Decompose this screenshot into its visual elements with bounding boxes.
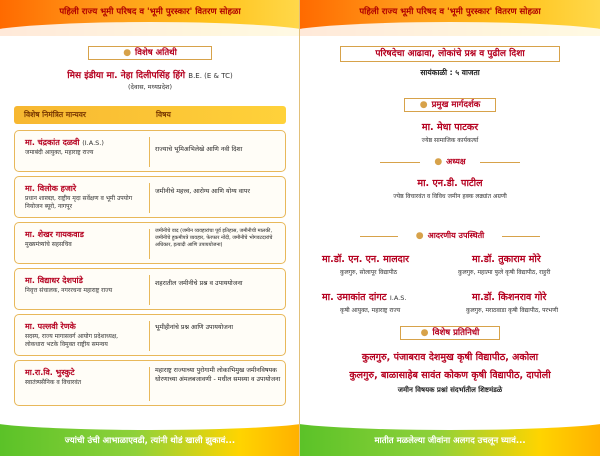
honorary-desc: कुलगुरु, सोलापूर विद्यापीठ: [340, 269, 398, 276]
honorary-heading: [300, 230, 600, 241]
guest-row: [14, 314, 286, 356]
guest-name: [25, 137, 104, 148]
right-header-title: पहिली राज्य भूमी परिषद व 'भूमी पुरस्कार' वितरण सोहळा: [359, 7, 541, 17]
row-divider: [149, 229, 150, 259]
row-divider: [149, 275, 150, 305]
right-footer-quote: मातीत मळलेल्या जीवांना अलगद उचलून घ्यावं...: [374, 436, 526, 446]
left-footer-swoosh: [0, 408, 300, 430]
honorary-name: मा.डॉ. किशनराव गोरे: [472, 292, 547, 303]
chair-desc: ज्येष्ठ विचारवंत व विविध जमीन हक्क लढ्यांत अग्रणी: [393, 193, 507, 200]
honorary-name: [322, 290, 406, 303]
guest-desc: प्रधान शास्त्रज्ञ, राष्ट्रीय मृदा सर्वेक्षण व भूमी उपयोग नियोजन ब्यूरो, नागपूर: [25, 195, 133, 210]
left-footer-bar: [0, 422, 300, 456]
guest-topic: राज्याचे भूमिअभिलेखे आणि नवी दिशा: [155, 146, 243, 153]
chair-name: मा. एन.डी. पाटील: [417, 178, 483, 189]
chief-guest-name: [0, 68, 300, 81]
guest-desc: निवृत्त संचालक, नगररचना महाराष्ट्र राज्य: [25, 287, 113, 294]
honorary-name-text: मा. उमाकांत दांगट: [322, 292, 387, 303]
guide-desc: ज्येष्ठ सामाजिक कार्यकर्त्या: [421, 137, 479, 144]
guest-name-text: मा.रा.वि. भुस्कुटे: [25, 368, 75, 377]
table-col-guests: विशेष निमंत्रित मान्यवर: [24, 110, 86, 119]
honorary-heading-text: आदरणीय उपस्थिती: [427, 231, 485, 240]
guest-name: [25, 275, 83, 286]
honorary-desc: कुलगुरु, मराठवाडा कृषी विद्यापीठ, परभणी: [466, 307, 559, 314]
left-header-title: पहिली राज्य भूमी परिषद व 'भूमी पुरस्कार' वितरण सोहळा: [59, 7, 241, 17]
honorary-name: मा.डॉ. एन. एन. मालदार: [322, 254, 410, 265]
honorary-desc: कुलगुरु, महात्मा फुले कृषी विद्यापीठ, राहुरी: [458, 269, 551, 276]
session-title-box: [340, 46, 560, 62]
special-rep-footnote: जमीन विषयक प्रश्नां संदर्भातील शिष्टमंडळे: [397, 386, 503, 394]
guide-name: मा. मेधा पाटकर: [421, 122, 479, 133]
right-header-swoosh: [300, 22, 600, 48]
row-divider: [149, 367, 150, 401]
session-title: परिषदेचा आढावा, लोकांचे प्रश्न व पुढील दिशा: [375, 49, 525, 59]
guest-row: [14, 130, 286, 172]
guest-row: [14, 360, 286, 406]
guest-qual: (I.A.S.): [82, 139, 104, 147]
left-footer-quote: ज्यांची उंची आभाळाएवढी, त्यांनी थोडं खाली झुकावं...: [64, 436, 236, 446]
special-rep-line: कुलगुरु, बाळासाहेब सावंत कोकण कृषी विद्यापीठ, दापोली: [349, 370, 551, 381]
special-rep-line: कुलगुरु, पंजाबराव देशमुख कृषी विद्यापीठ, अकोला: [361, 352, 539, 363]
guest-desc: सदस्य, राज्य मागासवर्ग आयोग प्रदेशाध्यक्ष, लोकधारा भटके विमुक्त राष्ट्रीय समन्वय: [25, 333, 119, 348]
honorary-qual: I.A.S.: [389, 294, 407, 302]
special-heading-box: [400, 326, 500, 340]
guest-topic: महाराष्ट्र राज्याच्या पुरोगामी लोकाभिमुख जमीनविषयक धोरणाच्या अंमलबजावणी - मधील समस्या व उपायोजना: [155, 367, 281, 383]
guest-name-text: मा. चंद्रकांत दळवी: [25, 138, 80, 147]
guest-row: [14, 268, 286, 310]
row-divider: [149, 321, 150, 351]
row-divider: [149, 137, 150, 167]
guest-name-text: मा. पल्लवी रेणके: [25, 322, 76, 331]
bullet-icon: ●: [123, 48, 132, 58]
guest-topic: जमीनीचे महत्त्व, आरोग्य आणि योग्य वापर: [155, 188, 250, 195]
right-header-bar: [300, 0, 600, 36]
chair-heading: [300, 156, 600, 167]
bullet-icon: ●: [419, 100, 428, 110]
guest-row: [14, 176, 286, 218]
session-time: सायंकाळी : ५ वाजता: [420, 68, 480, 77]
guest-name-text: मा. विद्याधर देशपांडे: [25, 276, 83, 285]
guest-desc: जमाबंदी आयुक्त, महाराष्ट्र राज्य: [25, 149, 94, 156]
special-heading: विशेष प्रतिनिधी: [432, 328, 480, 338]
guest-name: [25, 367, 75, 378]
guest-name-text: मा. शेखर गायकवाड: [25, 230, 84, 239]
honorary-desc: कृषी आयुक्त, महाराष्ट्र राज्य: [340, 307, 401, 314]
guest-topic: शहरातील जमीनीचे प्रश्न व उपाययोजना: [155, 280, 243, 287]
bullet-icon: ●: [415, 231, 424, 241]
guide-heading-box: [404, 98, 496, 112]
guide-heading: प्रमुख मार्गदर्शक: [431, 100, 481, 110]
chief-heading: विशेष अतिथी: [135, 48, 177, 58]
guest-topic: भूमीहीनांचे प्रश्न आणि उपाययोजना: [155, 324, 233, 331]
right-footer-bar: [300, 422, 600, 456]
right-footer-swoosh: [300, 408, 600, 430]
chair-heading-text: अध्यक्ष: [446, 157, 466, 166]
guest-row: [14, 222, 286, 264]
guest-desc: मुख्यमंत्र्यांचे सहसचिव: [25, 241, 72, 248]
row-divider: [149, 183, 150, 213]
right-panel: [300, 0, 600, 456]
guest-name-text: मा. विलोक हजारे: [25, 184, 77, 193]
table-col-topic: विषय: [156, 110, 171, 119]
chief-guest-place: (देवास, मध्यप्रदेश): [127, 83, 173, 91]
left-header-bar: [0, 0, 300, 36]
chief-name-text: मिस इंडीया मा. नेहा दिलीपसिंह हिंगे: [67, 71, 186, 81]
bullet-icon: ●: [420, 328, 429, 338]
bullet-icon: ●: [434, 157, 443, 167]
guest-desc: स्वातंत्र्यसैनिक व विचारवंत: [25, 379, 82, 386]
chief-qualification: B.E. (E & TC): [188, 72, 233, 80]
guest-name: [25, 183, 76, 194]
guest-name: [25, 229, 84, 240]
honorary-name: मा.डॉ. तुकाराम मोरे: [472, 254, 541, 265]
guest-topic: जमीनीचे वाद (जमीन व्यवहारांचा पूर्व इतिहास, जमीनीची मालकी, जमीनीचे हुकमीपत्रे व्यवहार, फेरफार नोंदी, जमीनीचे भोगवटदारांचे अधिकार, इत्यादी आणि उपाययोजना): [155, 228, 273, 248]
left-header-swoosh: [0, 22, 300, 48]
guest-table-header: [14, 106, 286, 124]
guest-name: [25, 321, 76, 332]
chief-heading-box: [88, 46, 212, 60]
